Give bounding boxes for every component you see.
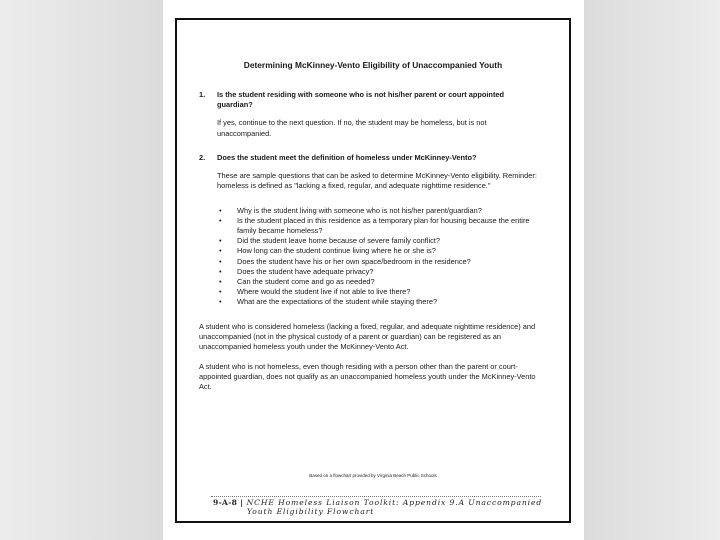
page-number: 9-A-8 |: [213, 498, 244, 507]
question-2-intro: These are sample questions that can be asked to determine McKinney-Vento eligibility. Reminder: homeless is defined as "lacking a fixed, regular, and adequate nighttime residence.": [217, 171, 537, 191]
source-note: Based on a flowchart provided by Virginia Beach Public Schools: [309, 473, 437, 478]
question-1-text: Is the student residing with someone who is not his/her parent or court appointed guardian?: [217, 90, 505, 110]
list-item: • Can the student come and go as needed?: [217, 277, 537, 287]
list-item: • Did the student leave home because of severe family conflict?: [217, 236, 537, 246]
question-1-answer: If yes, continue to the next question. If no, the student may be homeless, but is not unaccompanied.: [217, 118, 487, 138]
question-2-text: Does the student meet the definition of homeless under McKinney-Vento?: [217, 153, 477, 162]
footer-divider: [211, 496, 541, 497]
list-item: • Where would the student live if not able to live there?: [217, 287, 537, 297]
question-2: [199, 153, 537, 308]
list-item: • What are the expectations of the student while staying there?: [217, 297, 537, 307]
homeless-paragraph: A student who is considered homeless (lacking a fixed, regular, and adequate nighttime residence) and unaccompanied (not in the physical custody of a parent or guardian) can be registered as an unaccompanied homeless youth under the McKinney-Vento Act.: [199, 322, 536, 352]
slide-background-right: [584, 0, 720, 540]
footer-line-2: Youth Eligibility Flowchart: [247, 507, 375, 516]
not-homeless-paragraph: A student who is not homeless, even though residing with a person other than the parent or court-appointed guardian, does not qualify as an unaccompanied homeless youth under the McKinney-Vento Act.: [199, 362, 536, 392]
list-item: • How long can the student continue living where he or she is?: [217, 246, 537, 256]
document-title: Determining McKinney-Vento Eligibility of Unaccompanied Youth: [243, 60, 503, 70]
page-footer: [213, 498, 553, 516]
question-1-number: 1.: [199, 90, 206, 99]
list-item: • Is the student placed in this residence as a temporary plan for housing because the entire family became homeless?: [217, 216, 537, 236]
sample-questions-list: [217, 206, 537, 308]
document-page: [175, 18, 571, 523]
slide-background-left: [0, 0, 163, 540]
list-item: • Does the student have his or her own space/bedroom in the residence?: [217, 257, 537, 267]
list-item: • Does the student have adequate privacy?: [217, 267, 537, 277]
slide: [163, 0, 584, 540]
footer-line-1: NCHE Homeless Liaison Toolkit: Appendix 9.A Unaccompanied: [246, 498, 543, 507]
question-2-number: 2.: [199, 153, 206, 162]
question-1: [199, 90, 537, 139]
list-item: • Why is the student living with someone who is not his/her parent/guardian?: [217, 206, 537, 216]
